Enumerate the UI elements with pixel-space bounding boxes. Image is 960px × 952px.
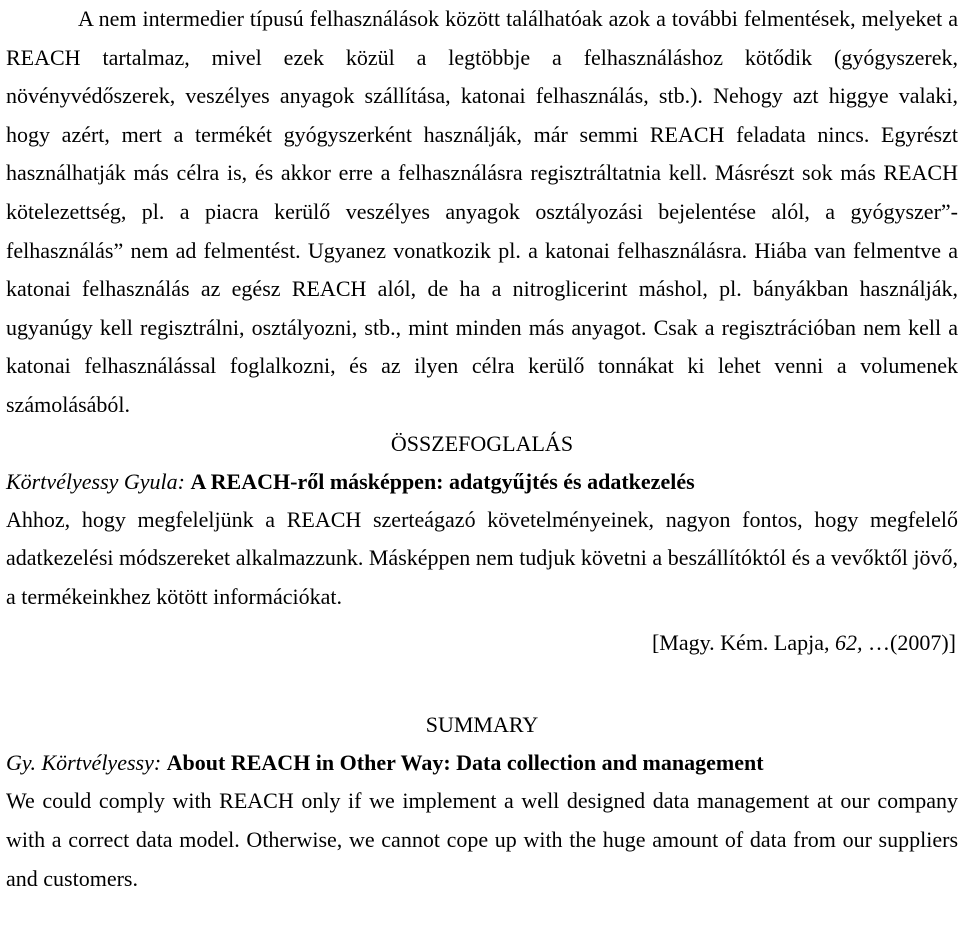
- english-summary-body: We could comply with REACH only if we implement a well designed data management at our company with a correct data model. Otherwise, we cannot cope up with the huge amount of data from our suppliers and customers.: [6, 788, 958, 891]
- document-page: [6, 0, 958, 898]
- citation-volume: 62,: [835, 630, 863, 656]
- hungarian-summary-body: Ahhoz, hogy megfeleljünk a REACH szerteágazó követelményeinek, nagyon fontos, hogy megfelelő adatkezelési módszereket alkalmazzunk. Másképpen nem tudjuk követni a beszállítóktól és a vevőktől jövő, a termékeinkhez kötött információkat.: [6, 506, 958, 609]
- english-byline: [6, 744, 958, 782]
- hungarian-article-title: A REACH-ről másképpen: adatgyűjtés és adatkezelés: [190, 468, 695, 494]
- hungarian-summary-heading: ÖSSZEFOGLALÁS: [390, 430, 574, 456]
- hungarian-author: Körtvélyessy Gyula:: [6, 468, 185, 494]
- hungarian-byline: [6, 463, 958, 501]
- citation-prefix: [Magy. Kém. Lapja,: [651, 630, 830, 656]
- english-author: Gy. Körtvélyessy:: [6, 750, 162, 776]
- journal-citation: [6, 624, 958, 662]
- english-article-title: About REACH in Other Way: Data collection and management: [166, 750, 764, 776]
- citation-suffix: …(2007)]: [868, 630, 956, 656]
- body-paragraph-exemptions: A nem intermedier típusú felhasználások között találhatóak azok a további felmentések, melyeket a REACH tartalmaz, mivel ezek közül a legtöbbje a felhasználáshoz kötődik (gyógyszerek, növényvédőszerek, veszélyes anyagok szállítása, katonai felhasználás, stb.). Nehogy azt higgye valaki, hogy azért, mert a termékét gyógyszerként használják, már semmi REACH feladata nincs. Egyrészt használhatják más célra is, és akkor erre a felhasználásra regisztráltatnia kell. Másrészt sok más REACH kötelezettség, pl. a piacra kerülő veszélyes anyagok osztályozási bejelentése alól, a gyógyszer”-felhasználás” nem ad felmentést. Ugyanez vonatkozik pl. a katonai felhasználásra. Hiába van felmentve a katonai felhasználás az egész REACH alól, de ha a nitroglicerint máshol, pl. bányákban használják, ugyanúgy kell regisztrálni, osztályozni, stb., mint minden más anyagot. Csak a regisztrációban nem kell a katonai felhasználással foglalkozni, és az ilyen célra kerülő tonnákat ki lehet venni a volumenek számolásából.: [6, 6, 958, 417]
- english-summary-heading: SUMMARY: [425, 712, 539, 738]
